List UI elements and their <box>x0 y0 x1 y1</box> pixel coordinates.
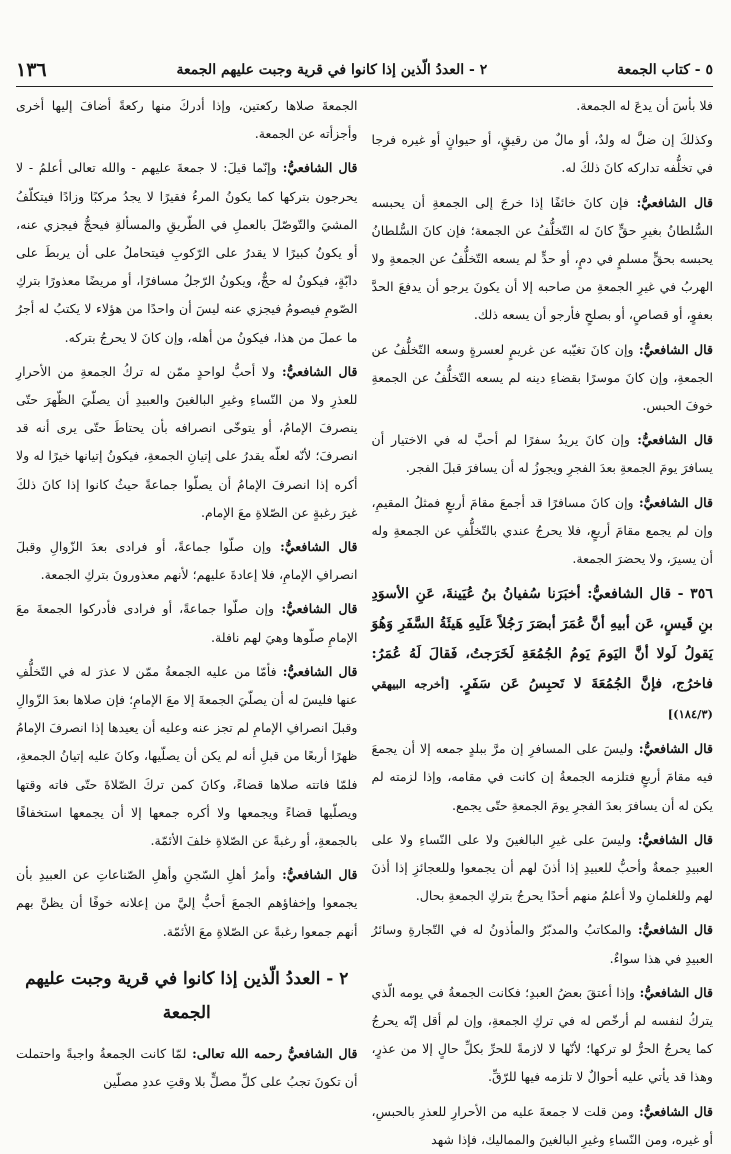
text-columns <box>16 92 714 1147</box>
speaker-lead: قال الشافعيُّ: <box>282 867 358 883</box>
hadith-paragraph <box>372 579 714 729</box>
paragraph-text: وأمرُ أهلِ السّجنِ وأهلِ الصّناعاتِ عن العبيدِ بأن يجمعوا وإخفاؤهم الجمعَ أحبُّ إليَّ من إعلانه خوفًا أن يظنَّ بهم أنهم جمعوا رغبةً عن الصّلاةِ معَ الأئمّة. <box>16 867 358 939</box>
paragraph-text: والمكاتبُ والمدبّرُ والمأذونُ له في التّجارةِ وسائرُ العبيدِ في هذا سواءٌ. <box>371 922 713 966</box>
speaker-lead: قال الشافعيُّ: <box>637 432 713 448</box>
paragraph-text: ومن قلت لا جمعةَ عليه من الأحرارِ للعذرِ بالحبسِ، أو غيره، ومن النّساءِ وغيرِ البالغينَ والمماليك، فإذا شهد <box>371 1103 713 1147</box>
paragraph-text: فإن كانَ خائفًا إذا خرجَ إلى الجمعةِ أن يحبسه السُّلطانُ بغيرِ حقٍّ كانَ له التّخلُّفُ عن الجمعة؛ فإن كانَ السُّلطانُ يحبسه بحقٍّ مسلمٍ في دمٍ، أو حدٍّ لم يسعه التّخلُّفُ عن الجمعةِ ولا الهربُ في غيرِ الجمعةِ من صاحبه إلا أن يكونَ يرجو أن يدفعَ الحدَّ بعفوٍ، أو قصاصٍ، أو بصلحٍ فأرجو أن يسعه ذلك. <box>371 194 713 323</box>
chapter-title: ٥ - كتاب الجمعة <box>617 62 713 78</box>
paragraph <box>372 916 714 972</box>
paragraph-text: ولا أحبُّ لواحدٍ ممّن له تركُ الجمعةِ من الأحرارِ للعذرِ ولا من النّساءِ وغيرِ البالغينَ والعبيدِ أن يصلّيَ الظّهرَ حتّى ينصرفَ الإمامُ، أو يتوخّى انصرافه بأن يحتاطَ حتّى يرى أنه قد انصرفَ؛ لأنّه لعلّه يقدرُ على إتيانِ الجمعةِ، فيكونُ إتيانها خيرًا له ولا أكره إذا انصرفَ الإمامُ أن يصلّوا جماعةً حيثُ كانوا إذا كانَ ذلكَ غيرَ رغبةٍ عن الصّلاةِ معَ الإمام. <box>16 363 358 520</box>
paragraph <box>16 358 358 527</box>
paragraph <box>372 826 714 911</box>
speaker-lead: قال الشافعيُّ: <box>639 984 714 1000</box>
paragraph-text: وإن صلّوا جماعةً، أو فرادى فأدركوا الجمعةَ معَ الإمامِ صلّوها وهيَ لهم نافلة. <box>16 601 358 645</box>
speaker-lead: قال الشافعيُّ: <box>637 831 713 847</box>
paragraph-text: وإذا أعتقَ بعضُ العبدِ؛ فكانت الجمعةُ في يومه الّذي يتركُ لنفسه لم أرخّص له في تركِ الجمعةِ، وإن لم أقل إنّه يحرجُ كما يحرجُ الحرُّ لو تركها؛ لأنّها لا لازمةً للحرِّ بكلِّ حالٍ إلا من عذرٍ، وهذا قد يأتي عليه أحوالٌ لا تلزمه فيها للرّقِّ. <box>371 984 713 1085</box>
speaker-lead: قال الشافعيُّ رحمه الله تعالى: <box>192 1045 358 1061</box>
paragraph <box>372 1098 714 1154</box>
speaker-lead: قال الشافعيُّ: <box>636 194 713 210</box>
paragraph <box>16 1040 358 1096</box>
speaker-lead: قال الشافعيُّ: <box>282 663 358 679</box>
paragraph <box>372 735 714 820</box>
page-number: ١٣٦ <box>16 59 47 81</box>
paragraph-text: أخبَرَنا سُفيانُ بنُ عُيَينةَ، عَنِ الأسوَدِ بنِ قَيسٍ، عَن أبيهِ أنَّ عُمَرَ أبصَرَ رَجُلاً عَلَيهِ هَيئَةُ السَّفَرِ وَهُوَ يَقولُ لَولا أنَّ اليَومَ يَومُ الجُمُعَةِ لَخَرَجتُ، فَقالَ لَهُ عُمَرُ: فاخرُج، فإنَّ الجُمُعَةَ لا تَحبِسُ عَن سَفَرٍ. <box>371 586 713 693</box>
paragraph <box>372 189 714 330</box>
left-column <box>16 92 358 1108</box>
header-rule <box>16 86 713 87</box>
paragraph-text: وإن كانَ مسافرًا قد أجمعَ مقامَ أربعٍ فمثلُ المقيمِ، وإن لم يجمع مقامَ أربعٍ، فلا يحرجُ عندي بالتّخلُّفِ عن الجمعةِ وله أن يسيرَ، ولا يحضرَ الجمعة. <box>371 494 713 567</box>
paragraph <box>372 426 714 482</box>
speaker-lead: قال الشافعيُّ: <box>282 160 358 176</box>
running-header <box>16 56 713 84</box>
speaker-lead: قال الشافعيُّ: <box>281 601 358 617</box>
speaker-lead: قال الشافعيُّ: <box>638 741 714 757</box>
paragraph <box>16 92 358 148</box>
paragraph <box>16 658 358 855</box>
paragraph-text: وإن كانَ يريدُ سفرًا لم أحبَّ له في الاختيار أن يسافرَ يومَ الجمعةِ بعدَ الفجرِ ويجوزُ له أن يسافرَ قبلَ الفجر. <box>371 432 713 476</box>
paragraph-text: وكذلكَ إن ضلَّ له ولدٌ، أو مالٌ من رقيقٍ، أو حيوانٍ أو غيره فرجا في تخلُّفه تداركه كانَ ذلكَ له. <box>371 132 713 176</box>
paragraph-text: لمّا كانت الجمعةُ واجبةً واحتملت أن تكونَ تجبُ على كلِّ مصلٍّ بلا وقتِ عددِ مصلّين <box>16 1045 358 1090</box>
paragraph-text: وإن كانَ تغيّبه عن غريمٍ لعسرةٍ وسعه التّخلُّفُ عن الجمعةِ، وإن كانَ موسرًا بقضاءِ دينه لم يسعه التّخلُّفُ عن الجمعةِ خوفَ الحبس. <box>371 341 713 414</box>
paragraph <box>372 336 714 421</box>
speaker-lead: قال الشافعيُّ: <box>280 539 358 555</box>
paragraph-text: فلا بأسَ أن يدعَ له الجمعة. <box>576 98 713 113</box>
paragraph <box>372 489 714 574</box>
right-column <box>371 92 714 1147</box>
paragraph <box>16 861 358 946</box>
paragraph-text: وإن صلّوا جماعةً، أو فرادى بعدَ الزّوالِ وقبلَ انصرافِ الإمامِ، فلا إعادةَ عليهم؛ لأنهم معذورونَ بتركِ الجمعة. <box>16 539 358 583</box>
section-heading: ٢ - العددُ الّذين إذا كانوا في قرية وجبت عليهم الجمعة <box>25 968 349 1023</box>
hadith-number: ٣٥٦ - قال الشافعيُّ: <box>587 586 713 603</box>
paragraph-text: وليسَ على المسافرِ إن مرَّ ببلدٍ جمعه إلا أن يجمعَ فيه مقامَ أربعٍ فتلزمه الجمعةُ إن كانت في مقامه، وإذا لزمته لم يكن له أن يسافرَ بعدَ الفجرِ يومَ الجمعةِ حتّى يجمع. <box>371 741 713 813</box>
paragraph <box>16 533 358 589</box>
paragraph <box>372 126 714 182</box>
paragraph-text: الجمعةَ صلاها ركعتين، وإذا أدركَ منها ركعةً أضافَ إليها أخرى وأجزأته عن الجمعة. <box>16 98 358 142</box>
paragraph-text: وإنّما قيلَ: لا جمعةَ عليهم - والله تعالى أعلمُ - لا يحرجون بتركها كما يكونُ المرءُ فقيرًا لا يجدُ مركبًا وزادًا فيتكلّفُ المشيَ والتّوصّلَ بالعملِ في الطّريقِ والمسألةِ فيحجُّ فيجزي عنه، أو يكونُ كبيرًا لا يقدرُ على الرّكوبِ فيتحاملُ على أن يربطَ على دابّةٍ، فيكونُ له حجٌّ، ويكونُ الرّجلُ مسافرًا، أو مريضًا معذورًا بتركِ الصّومِ فيصومُ فيجزي عنه ليسَ أن واحدًا من هؤلاء لا يكتبُ له أجرُ ما عملَ من هذا، فيكونُ من أهله، وإن كانَ لا يحرجُ بتركه. <box>16 160 358 345</box>
speaker-lead: قال الشافعيُّ: <box>638 341 714 357</box>
paragraph <box>372 92 714 120</box>
speaker-lead: قال الشافعيُّ: <box>281 363 358 379</box>
section-running-title: ٢ - العددُ الّذين إذا كانوا في قرية وجبت عليهم الجمعة <box>176 62 488 78</box>
speaker-lead: قال الشافعيُّ: <box>638 922 713 938</box>
paragraph <box>16 595 358 651</box>
speaker-lead: قال الشافعيُّ: <box>639 1103 714 1119</box>
paragraph-text: فأمّا من عليه الجمعةُ ممّن لا عذرَ له في التّخلُّفِ عنها فليسَ له أن يصلّيَ الجمعةَ إلا معَ الإمامِ؛ فإن صلاها بعدَ الزّوالِ وقبلَ انصرافِ الإمامِ لم تجز عنه وعليه أن يعيدها إذا انصرفَ الإمامُ ظهرًا أربعًا من قبلِ أنه لم يكن أن يصلّيها، وكانَ عليه إتيانُ الجمعةِ، فلمّا فاتته صلاها قضاءً، وكانَ كمن تركَ الصّلاةَ حتّى فاته وقتها ويصلّيها قضاءً ويجمعها ولا أكره جمعها إلا أن يجمعها استخفافًا بالجمعةِ، أو رغبةً عن الصّلاةِ خلفَ الأئمّة. <box>16 663 358 849</box>
speaker-lead: قال الشافعيُّ: <box>639 494 713 510</box>
paragraph <box>16 154 358 351</box>
paragraph <box>372 979 714 1092</box>
hadith-reference: [أخرجه البيهقي (١٨٤/٣)] <box>371 677 713 722</box>
paragraph-text: وليسَ على غيرِ البالغينَ ولا على النّساءِ ولا على العبيدِ جمعةٌ وأحبُّ للعبيدِ إذا أذنَ لهم أن يجمعوا وللعجائزِ إذا أذنَ لهم وللغلمانِ ولا أعلمُ منهم أحدًا يحرجُ بتركِ الجمعةِ بحال. <box>371 831 713 904</box>
